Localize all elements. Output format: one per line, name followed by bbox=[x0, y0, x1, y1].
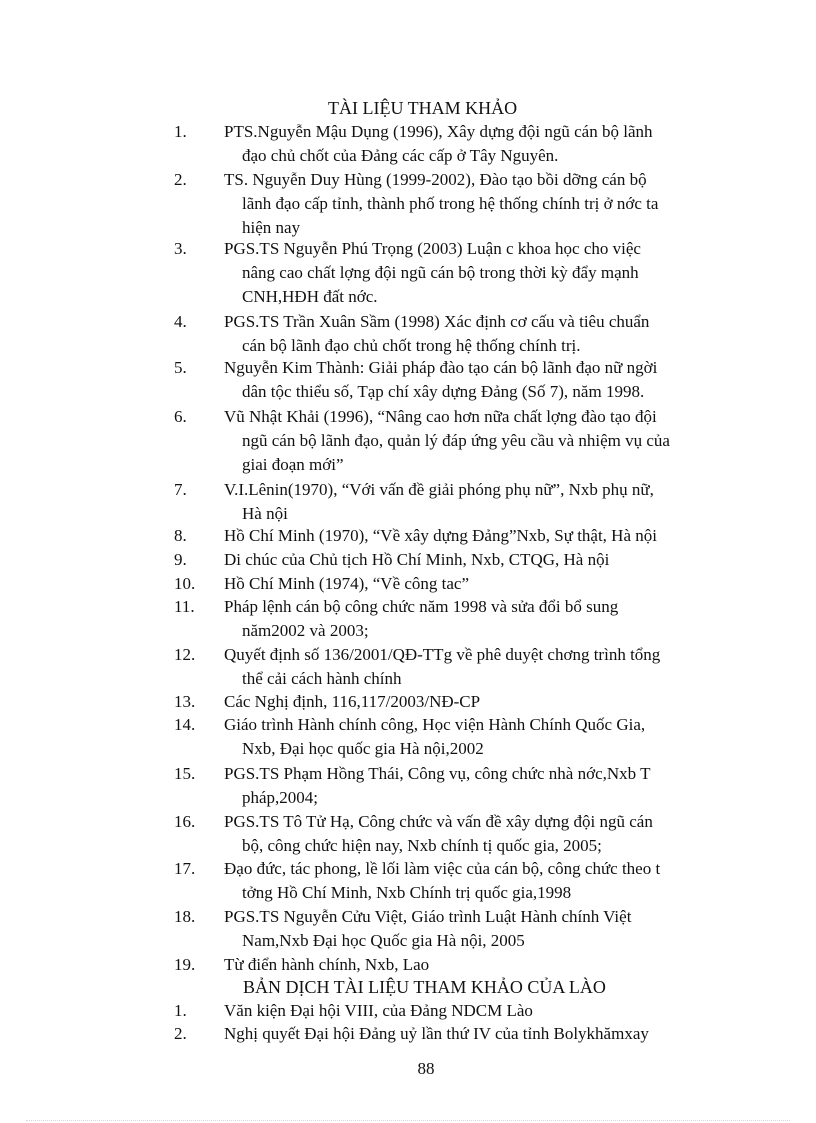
reference-number: 16. bbox=[174, 812, 196, 831]
reference-text bbox=[224, 905, 727, 953]
reference-line: bộ, công chức hiện nay, Nxb chính tị quốc gia, 2005; bbox=[242, 836, 602, 855]
reference-number: 15. bbox=[174, 764, 196, 783]
reference-text bbox=[224, 953, 727, 977]
reference-text bbox=[224, 310, 727, 358]
reference-number: 12. bbox=[174, 645, 196, 664]
reference-line: tởng Hồ Chí Minh, Nxb Chính trị quốc gia,1998 bbox=[242, 883, 572, 902]
reference-text bbox=[224, 762, 727, 810]
reference-line: TS. Nguyễn Duy Hùng (1999-2002), Đào tạo bồi dỡng cán bộ bbox=[224, 170, 647, 189]
lao-reference-number: 2. bbox=[174, 1024, 187, 1043]
lao-reference-number: 1. bbox=[174, 1001, 187, 1020]
reference-line: Di chúc của Chủ tịch Hồ Chí Minh, Nxb, CTQG, Hà nội bbox=[224, 550, 610, 569]
reference-line: Hà nội bbox=[242, 504, 288, 523]
reference-text bbox=[224, 120, 727, 168]
reference-line: lãnh đạo cấp tỉnh, thành phố trong hệ thống chính trị ở nớc ta bbox=[242, 194, 659, 213]
reference-line: Đạo đức, tác phong, lề lối làm việc của cán bộ, công chức theo t bbox=[224, 859, 661, 878]
reference-line: Nguyễn Kim Thành: Giải pháp đào tạo cán bộ lãnh đạo nữ ngời bbox=[224, 358, 658, 377]
reference-number: 13. bbox=[174, 692, 196, 711]
reference-number: 3. bbox=[174, 239, 187, 258]
reference-text bbox=[224, 713, 727, 761]
reference-line: cán bộ lãnh đạo chủ chốt trong hệ thống chính trị. bbox=[242, 336, 581, 355]
reference-line: Quyết định số 136/2001/QĐ-TTg về phê duyệt chơng trình tổng bbox=[224, 645, 661, 664]
reference-text bbox=[224, 810, 727, 858]
page-number: 88 bbox=[417, 1059, 435, 1078]
reference-text bbox=[224, 405, 727, 477]
reference-line: thể cải cách hành chính bbox=[242, 669, 402, 688]
reference-text bbox=[224, 168, 727, 240]
reference-line: Giáo trình Hành chính công, Học viện Hành Chính Quốc Gia, bbox=[224, 715, 646, 734]
reference-number: 10. bbox=[174, 574, 196, 593]
reference-line: Nam,Nxb Đại học Quốc gia Hà nội, 2005 bbox=[242, 931, 525, 950]
lao-reference-line: Văn kiện Đại hội VIII, của Đảng NDCM Lào bbox=[224, 1001, 533, 1020]
reference-number: 17. bbox=[174, 859, 196, 878]
reference-text bbox=[224, 595, 727, 643]
reference-line: Pháp lệnh cán bộ công chức năm 1998 và sửa đổi bổ sung bbox=[224, 597, 619, 616]
reference-number: 4. bbox=[174, 312, 187, 331]
reference-text bbox=[224, 857, 727, 905]
reference-line: pháp,2004; bbox=[242, 788, 319, 807]
reference-line: đạo chủ chốt của Đảng các cấp ở Tây Nguyên. bbox=[242, 146, 559, 165]
reference-text bbox=[224, 643, 727, 691]
reference-text bbox=[224, 356, 727, 404]
reference-text bbox=[224, 548, 727, 572]
reference-line: Hồ Chí Minh (1974), “Về công tac” bbox=[224, 574, 470, 593]
lao-references-title: BẢN DỊCH TÀI LIỆU THAM KHẢO CỦA LÀO bbox=[243, 977, 606, 997]
reference-line: V.I.Lênin(1970), “Với vấn đề giải phóng phụ nữ”, Nxb phụ nữ, bbox=[224, 480, 654, 499]
reference-number: 1. bbox=[174, 122, 187, 141]
reference-line: Từ điển hành chính, Nxb, Lao bbox=[224, 955, 430, 974]
reference-number: 8. bbox=[174, 526, 187, 545]
reference-number: 2. bbox=[174, 170, 187, 189]
reference-text bbox=[224, 690, 727, 714]
reference-line: giai đoạn mới” bbox=[242, 455, 344, 474]
reference-line: PTS.Nguyễn Mậu Dụng (1996), Xây dựng đội ngũ cán bộ lãnh bbox=[224, 122, 653, 141]
reference-line: Nxb, Đại học quốc gia Hà nội,2002 bbox=[242, 739, 484, 758]
reference-line: PGS.TS Nguyễn Cửu Việt, Giáo trình Luật Hành chính Việt bbox=[224, 907, 632, 926]
reference-number: 19. bbox=[174, 955, 196, 974]
reference-text bbox=[224, 478, 727, 526]
reference-line: PGS.TS Nguyễn Phú Trọng (2003) Luận c khoa học cho việc bbox=[224, 239, 641, 258]
reference-line: PGS.TS Tô Tử Hạ, Công chức và vấn đề xây dựng đội ngũ cán bbox=[224, 812, 653, 831]
reference-number: 14. bbox=[174, 715, 196, 734]
reference-line: Vũ Nhật Khải (1996), “Nâng cao hơn nữa chất lợng đào tạo đội bbox=[224, 407, 657, 426]
reference-number: 9. bbox=[174, 550, 187, 569]
reference-line: dân tộc thiểu số, Tạp chí xây dựng Đảng (Số 7), năm 1998. bbox=[242, 382, 645, 401]
reference-number: 18. bbox=[174, 907, 196, 926]
reference-number: 7. bbox=[174, 480, 187, 499]
lao-reference-text bbox=[224, 1022, 727, 1046]
reference-line: năm2002 và 2003; bbox=[242, 621, 369, 640]
reference-text bbox=[224, 524, 727, 548]
reference-line: nâng cao chất lợng đội ngũ cán bộ trong thời kỳ đẩy mạnh bbox=[242, 263, 639, 282]
reference-line: PGS.TS Trần Xuân Sầm (1998) Xác định cơ cấu và tiêu chuẩn bbox=[224, 312, 650, 331]
reference-number: 11. bbox=[174, 597, 195, 616]
reference-number: 6. bbox=[174, 407, 187, 426]
reference-line: PGS.TS Phạm Hồng Thái, Công vụ, công chức nhà nớc,Nxb T bbox=[224, 764, 651, 783]
lao-reference-text bbox=[224, 999, 727, 1023]
reference-text bbox=[224, 237, 727, 309]
reference-line: Hồ Chí Minh (1970), “Về xây dựng Đảng”Nxb, Sự thật, Hà nội bbox=[224, 526, 657, 545]
page-bottom-rule bbox=[26, 1120, 790, 1121]
lao-reference-line: Nghị quyết Đại hội Đảng uỷ lần thứ IV của tỉnh Bolykhămxay bbox=[224, 1024, 649, 1043]
references-title: TÀI LIỆU THAM KHẢO bbox=[328, 98, 518, 118]
reference-line: hiện nay bbox=[242, 218, 301, 237]
reference-line: ngũ cán bộ lãnh đạo, quản lý đáp ứng yêu cầu và nhiệm vụ của bbox=[242, 431, 670, 450]
reference-number: 5. bbox=[174, 358, 187, 377]
reference-text bbox=[224, 572, 727, 596]
reference-line: Các Nghị định, 116,117/2003/NĐ-CP bbox=[224, 692, 481, 711]
reference-line: CNH,HĐH đất nớc. bbox=[242, 287, 378, 306]
